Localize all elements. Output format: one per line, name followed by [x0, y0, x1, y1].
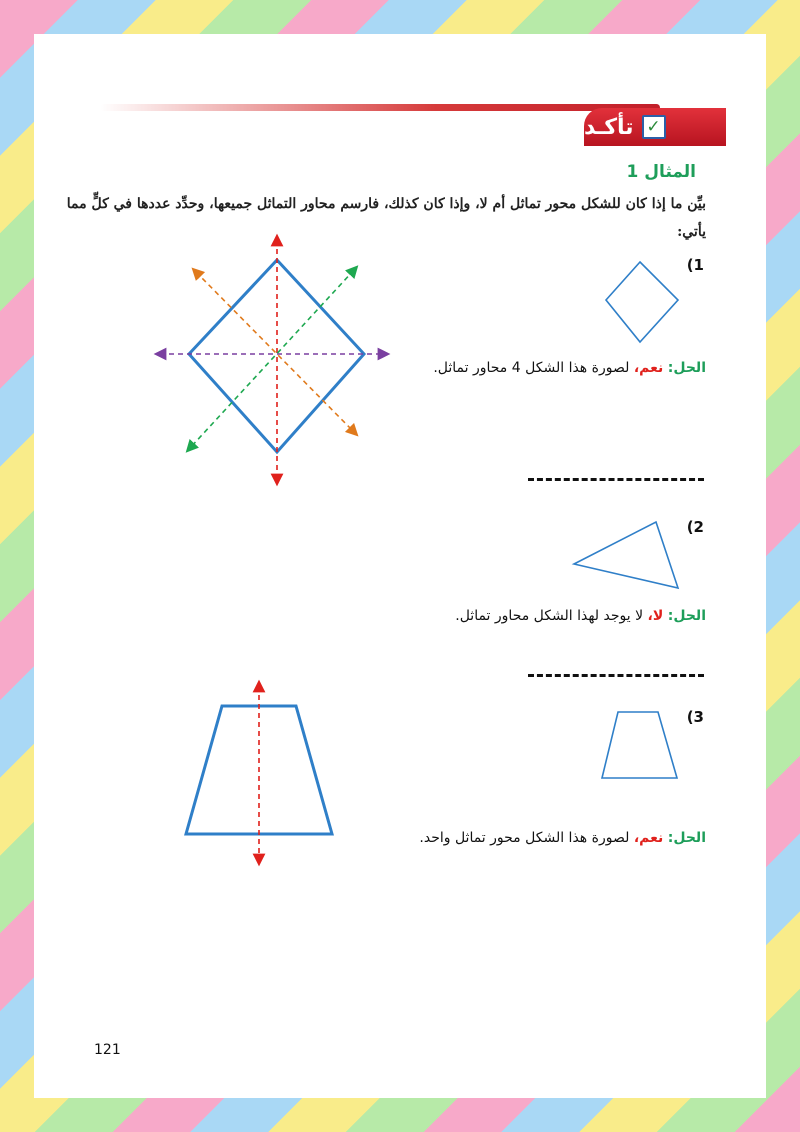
- solution-text: لصورة هذا الشكل 4 محاور تماثل.: [433, 360, 630, 376]
- solution-verdict: نعم،: [633, 360, 664, 376]
- question-3-solution-figure: [184, 682, 334, 866]
- instruction-text: بيِّن ما إذا كان للشكل محور تماثل أم لا، وإذا كان كذلك، فارسم محاور التماثل جميعها، وحدِّد عددها في كلٍّ مما يأتي:: [66, 196, 706, 240]
- example-label: المثال 1: [626, 162, 696, 182]
- question-3-number: (3: [686, 708, 704, 726]
- question-2-shape: [572, 520, 682, 590]
- solution-text: لا يوجد لهذا الشكل محاور تماثل.: [455, 608, 644, 624]
- diagonal-symmetry-axis-2: [190, 270, 354, 448]
- question-3-solution: [419, 830, 706, 846]
- question-1-number: (1: [686, 256, 704, 274]
- solution-label: الحل:: [667, 830, 706, 846]
- page-sheet: [34, 34, 766, 1098]
- question-1-solution-figure: [154, 234, 394, 490]
- solution-label: الحل:: [667, 608, 706, 624]
- question-2-number: (2: [686, 518, 704, 536]
- page-number: 121: [94, 1042, 121, 1058]
- header-rule: [100, 104, 660, 111]
- solution-label: الحل:: [667, 360, 706, 376]
- section-title: تأكـد: [584, 114, 634, 140]
- question-1-solution: [433, 360, 706, 376]
- solution-text: لصورة هذا الشكل محور تماثل واحد.: [419, 830, 630, 846]
- section-header-tab: [584, 108, 726, 146]
- solution-verdict: نعم،: [633, 830, 664, 846]
- diagonal-symmetry-axis-1: [196, 272, 354, 432]
- check-box-icon: ✓: [642, 115, 666, 139]
- question-1-shape: [602, 260, 682, 344]
- question-3-shape: [600, 710, 680, 780]
- separator-2: [528, 674, 704, 677]
- solution-verdict: لا،: [647, 608, 664, 624]
- question-2-solution: [455, 608, 706, 624]
- separator-1: [528, 478, 704, 481]
